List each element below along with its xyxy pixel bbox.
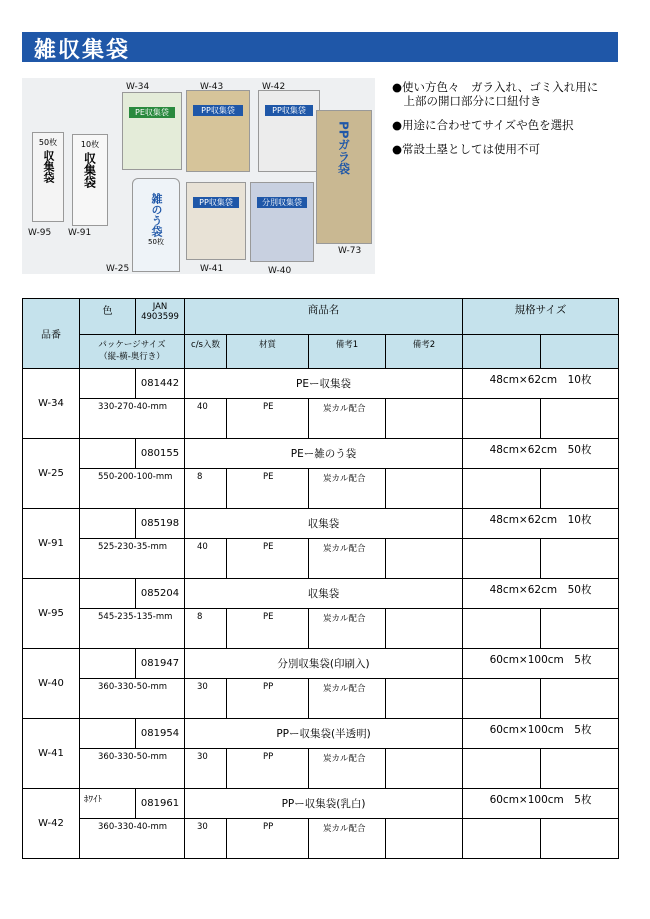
table-row bbox=[23, 609, 619, 649]
header-jan: JAN 4903599 bbox=[136, 299, 185, 335]
spec-size-cell: 60cm×100cm 5枚 bbox=[463, 789, 619, 819]
product-name-cell: 収集袋 bbox=[185, 579, 463, 609]
cs-qty-cell: 40 bbox=[185, 399, 227, 439]
package-w25 bbox=[132, 178, 180, 272]
item-no-cell: W-40 bbox=[23, 649, 80, 719]
note2-cell bbox=[386, 469, 463, 509]
header-spec-size: 規格サイズ bbox=[463, 299, 619, 335]
spec-size-cell: 48cm×62cm 10枚 bbox=[463, 509, 619, 539]
table-row bbox=[23, 819, 619, 859]
color-cell bbox=[80, 719, 136, 749]
product-name-cell: PPー収集袋(乳白) bbox=[185, 789, 463, 819]
color-cell bbox=[80, 439, 136, 469]
note2-cell bbox=[386, 609, 463, 649]
material-cell: PP bbox=[227, 819, 309, 859]
table-row bbox=[23, 439, 619, 469]
item-no-cell: W-42 bbox=[23, 789, 80, 859]
note1-cell: 炭カル配合 bbox=[309, 819, 386, 859]
spec-blank-cell bbox=[463, 399, 541, 439]
material-cell: PP bbox=[227, 679, 309, 719]
feature-list bbox=[392, 80, 632, 166]
note1-cell: 炭カル配合 bbox=[309, 679, 386, 719]
color-cell bbox=[80, 649, 136, 679]
table-row bbox=[23, 749, 619, 789]
package-w34-label: PE収集袋 bbox=[129, 107, 175, 118]
spec-blank-cell bbox=[541, 399, 619, 439]
package-size-cell: 360-330-50-mm bbox=[80, 679, 185, 719]
package-w43 bbox=[186, 90, 250, 172]
spec-blank-cell bbox=[463, 819, 541, 859]
color-cell: ﾎﾜｲﾄ bbox=[80, 789, 136, 819]
photo-label-w43: W-43 bbox=[200, 82, 224, 92]
header-note2: 備考2 bbox=[386, 335, 463, 369]
photo-label-w34: W-34 bbox=[126, 82, 150, 92]
cs-qty-cell: 8 bbox=[185, 609, 227, 649]
package-size-cell: 525-230-35-mm bbox=[80, 539, 185, 579]
spec-blank-cell bbox=[541, 539, 619, 579]
package-w91-count: 10枚 bbox=[80, 140, 100, 149]
header-blank bbox=[541, 335, 619, 369]
photo-label-w73: W-73 bbox=[338, 246, 362, 256]
spec-blank-cell bbox=[463, 609, 541, 649]
product-name-cell: PEー雑のう袋 bbox=[185, 439, 463, 469]
package-w43-label: PP収集袋 bbox=[193, 105, 243, 116]
table-row bbox=[23, 649, 619, 679]
note2-cell bbox=[386, 749, 463, 789]
product-name-cell: PEー収集袋 bbox=[185, 369, 463, 399]
feature-item: ●使い方色々 ガラ入れ、ゴミ入れ用に 上部の開口部分に口紐付き bbox=[392, 80, 599, 108]
spec-blank-cell bbox=[463, 539, 541, 579]
product-name-cell: 収集袋 bbox=[185, 509, 463, 539]
material-cell: PP bbox=[227, 749, 309, 789]
spec-blank-cell bbox=[541, 469, 619, 509]
table-row bbox=[23, 719, 619, 749]
jan-cell: 081947 bbox=[136, 649, 185, 679]
product-name-cell: 分別収集袋(印刷入) bbox=[185, 649, 463, 679]
package-w25-count: 50枚 bbox=[148, 238, 164, 246]
cs-qty-cell: 8 bbox=[185, 469, 227, 509]
photo-label-w40: W-40 bbox=[268, 266, 292, 276]
note2-cell bbox=[386, 539, 463, 579]
package-w40 bbox=[250, 182, 314, 262]
material-cell: PE bbox=[227, 539, 309, 579]
table-row bbox=[23, 469, 619, 509]
jan-cell: 085204 bbox=[136, 579, 185, 609]
header-item-no: 品番 bbox=[23, 299, 80, 369]
photo-label-w42: W-42 bbox=[262, 82, 286, 92]
package-w95-name: 収集袋 bbox=[42, 150, 55, 183]
spec-size-cell: 48cm×62cm 50枚 bbox=[463, 439, 619, 469]
item-no-cell: W-41 bbox=[23, 719, 80, 789]
spec-blank-cell bbox=[463, 679, 541, 719]
package-w95-count: 50枚 bbox=[38, 138, 58, 147]
note2-cell bbox=[386, 679, 463, 719]
header-material: 材質 bbox=[227, 335, 309, 369]
spec-size-cell: 48cm×62cm 10枚 bbox=[463, 369, 619, 399]
jan-cell: 080155 bbox=[136, 439, 185, 469]
table-row bbox=[23, 509, 619, 539]
feature-item: ●用途に合わせてサイズや色を選択 bbox=[392, 118, 574, 132]
photo-label-w91: W-91 bbox=[68, 228, 92, 238]
package-w42-label: PP収集袋 bbox=[265, 105, 313, 116]
table-row bbox=[23, 579, 619, 609]
cs-qty-cell: 30 bbox=[185, 679, 227, 719]
cs-qty-cell: 40 bbox=[185, 539, 227, 579]
photo-label-w41: W-41 bbox=[200, 264, 224, 274]
title-bar bbox=[22, 32, 618, 62]
table-row bbox=[23, 679, 619, 719]
package-w41 bbox=[186, 182, 246, 260]
color-cell bbox=[80, 369, 136, 399]
table-row bbox=[23, 369, 619, 399]
material-cell: PE bbox=[227, 609, 309, 649]
item-no-cell: W-25 bbox=[23, 439, 80, 509]
note1-cell: 炭カル配合 bbox=[309, 539, 386, 579]
jan-cell: 085198 bbox=[136, 509, 185, 539]
jan-cell: 081442 bbox=[136, 369, 185, 399]
package-w91 bbox=[72, 134, 108, 226]
color-cell bbox=[80, 509, 136, 539]
product-name-cell: PPー収集袋(半透明) bbox=[185, 719, 463, 749]
package-size-cell: 545-235-135-mm bbox=[80, 609, 185, 649]
cs-qty-cell: 30 bbox=[185, 749, 227, 789]
header-package-size: パッケージサイズ （縦-横-奥行き） bbox=[80, 335, 185, 369]
spec-blank-cell bbox=[463, 749, 541, 789]
header-product-name: 商品名 bbox=[185, 299, 463, 335]
package-size-cell: 360-330-50-mm bbox=[80, 749, 185, 789]
package-size-cell: 550-200-100-mm bbox=[80, 469, 185, 509]
item-no-cell: W-95 bbox=[23, 579, 80, 649]
package-w73 bbox=[316, 110, 372, 244]
cs-qty-cell: 30 bbox=[185, 819, 227, 859]
page-title: 雑収集袋 bbox=[34, 38, 131, 63]
package-w34 bbox=[122, 92, 182, 170]
package-size-cell: 330-270-40-mm bbox=[80, 399, 185, 439]
spec-blank-cell bbox=[541, 679, 619, 719]
table-row bbox=[23, 539, 619, 579]
header-note1: 備考1 bbox=[309, 335, 386, 369]
feature-item: ●常設土塁としては使用不可 bbox=[392, 142, 541, 156]
note1-cell: 炭カル配合 bbox=[309, 609, 386, 649]
photo-label-w95: W-95 bbox=[28, 228, 52, 238]
spec-blank-cell bbox=[541, 749, 619, 789]
header-blank bbox=[463, 335, 541, 369]
header-cs-qty: c/s入数 bbox=[185, 335, 227, 369]
package-size-cell: 360-330-40-mm bbox=[80, 819, 185, 859]
package-w40-label: 分別収集袋 bbox=[257, 197, 307, 208]
jan-cell: 081954 bbox=[136, 719, 185, 749]
package-w25-name: 雑のう袋 bbox=[150, 193, 163, 237]
spec-blank-cell bbox=[541, 609, 619, 649]
note2-cell bbox=[386, 399, 463, 439]
package-w41-label: PP収集袋 bbox=[193, 197, 239, 208]
note1-cell: 炭カル配合 bbox=[309, 749, 386, 789]
material-cell: PE bbox=[227, 399, 309, 439]
note1-cell: 炭カル配合 bbox=[309, 399, 386, 439]
jan-cell: 081961 bbox=[136, 789, 185, 819]
spec-blank-cell bbox=[541, 819, 619, 859]
spec-blank-cell bbox=[463, 469, 541, 509]
spec-table bbox=[22, 298, 619, 859]
note1-cell: 炭カル配合 bbox=[309, 469, 386, 509]
item-no-cell: W-91 bbox=[23, 509, 80, 579]
header-color: 色 bbox=[80, 299, 136, 335]
item-no-cell: W-34 bbox=[23, 369, 80, 439]
color-cell bbox=[80, 579, 136, 609]
table-row bbox=[23, 399, 619, 439]
spec-size-cell: 60cm×100cm 5枚 bbox=[463, 649, 619, 679]
package-w95 bbox=[32, 132, 64, 222]
package-w42 bbox=[258, 90, 320, 172]
package-w73-label: PPガラ袋 bbox=[336, 121, 351, 175]
package-w91-name: 収集袋 bbox=[82, 152, 97, 188]
spec-size-cell: 48cm×62cm 50枚 bbox=[463, 579, 619, 609]
material-cell: PE bbox=[227, 469, 309, 509]
photo-label-w25: W-25 bbox=[106, 264, 130, 274]
spec-size-cell: 60cm×100cm 5枚 bbox=[463, 719, 619, 749]
table-row bbox=[23, 789, 619, 819]
note2-cell bbox=[386, 819, 463, 859]
product-photo bbox=[22, 78, 375, 274]
